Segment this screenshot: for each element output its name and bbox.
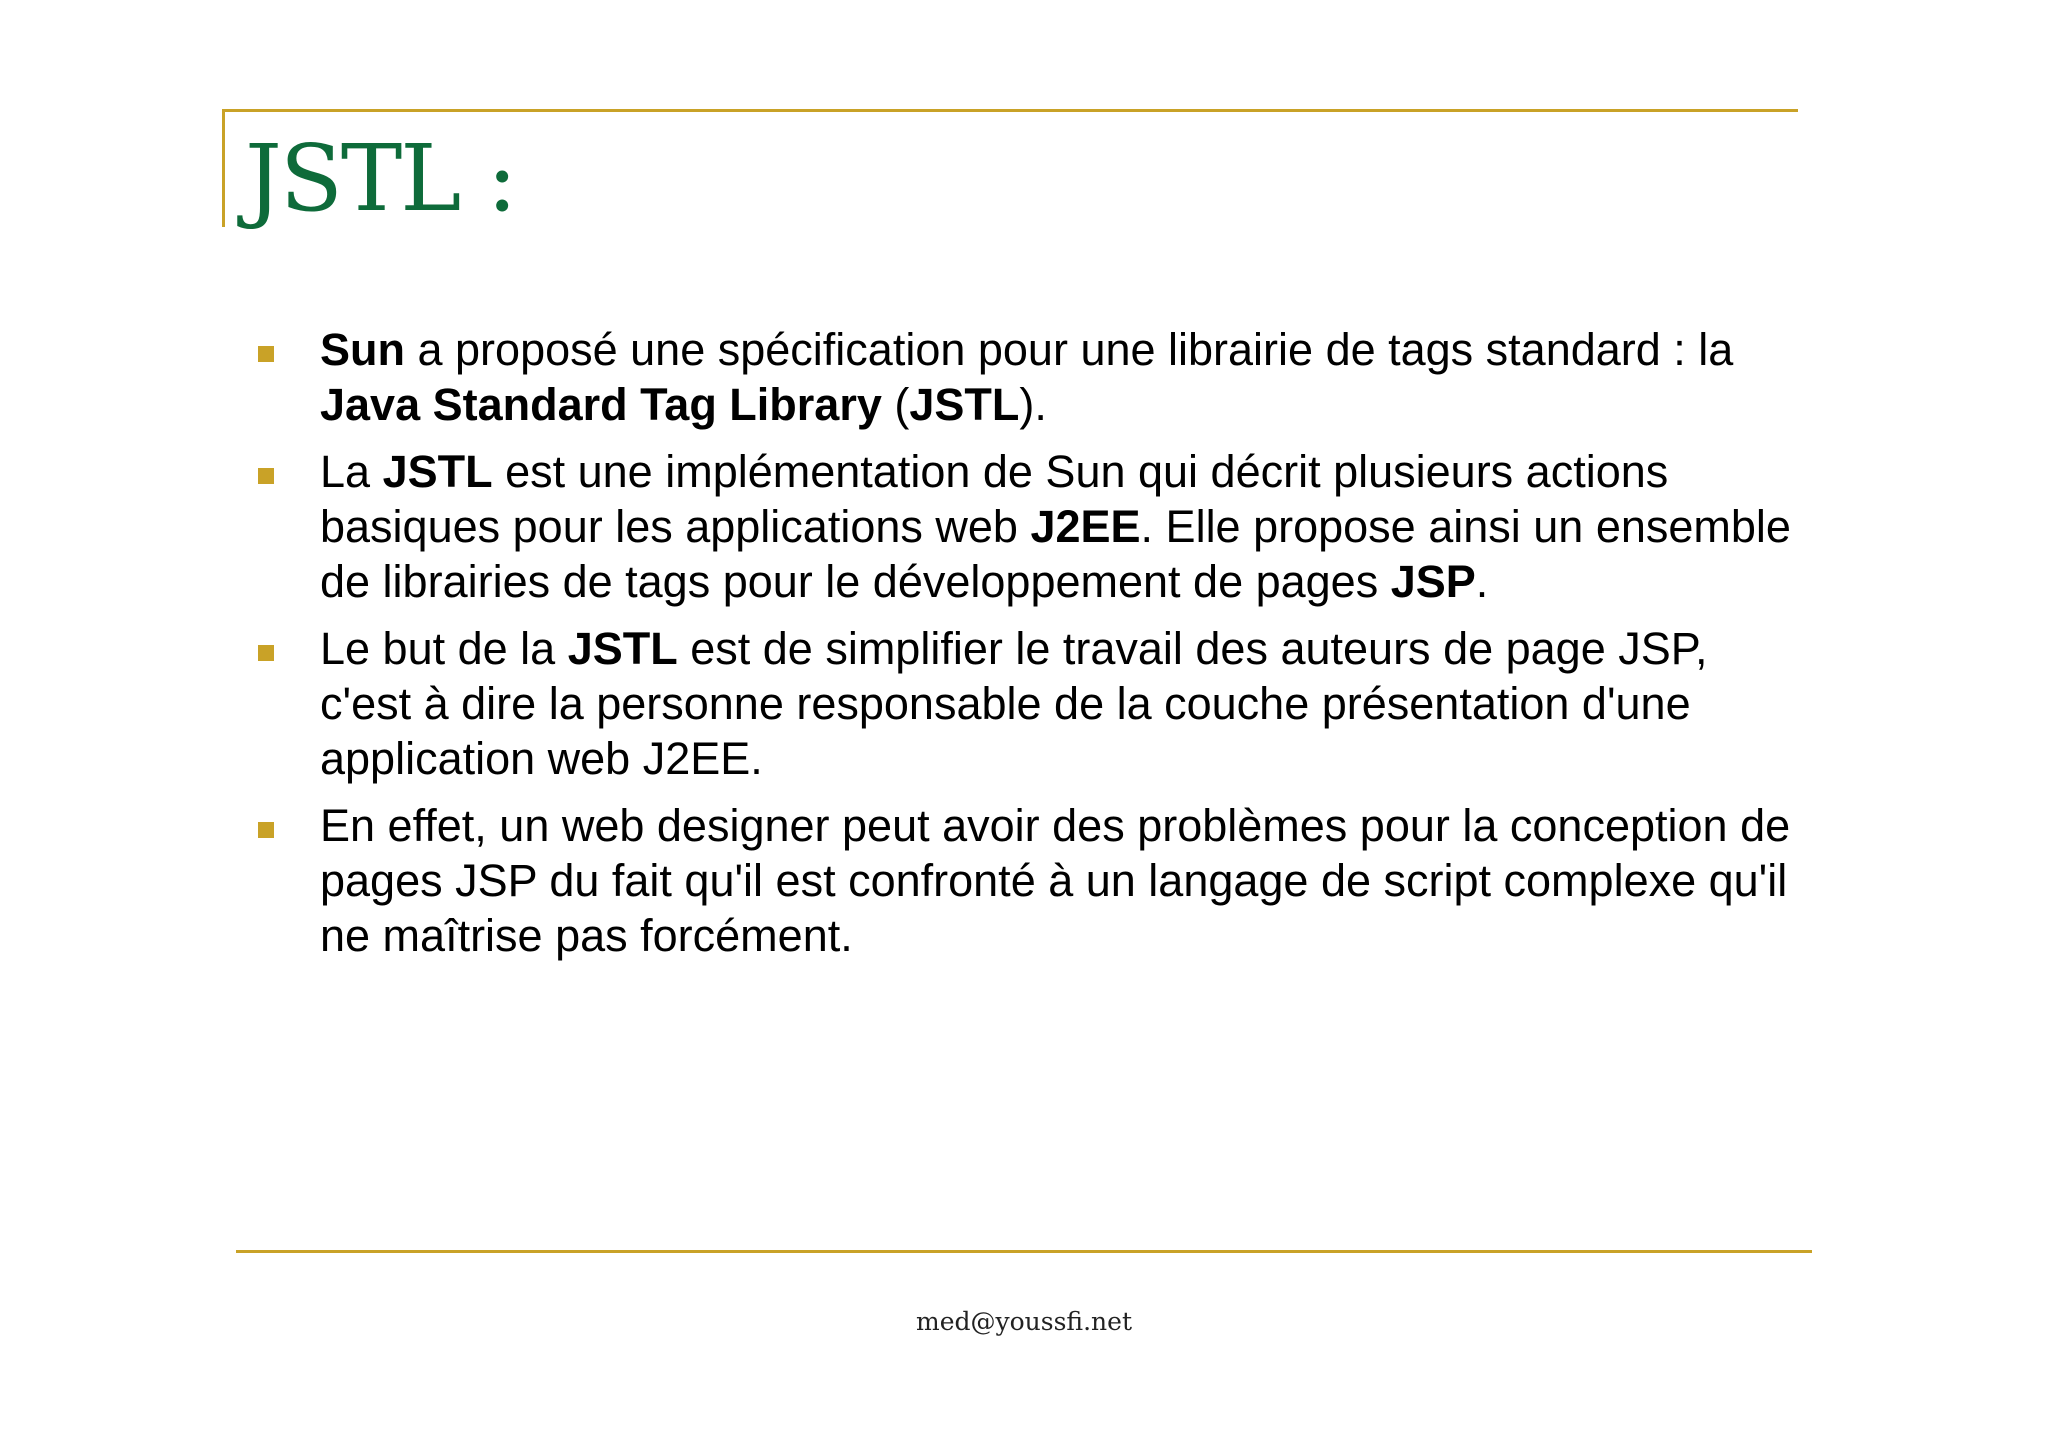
bullet-text (320, 800, 1790, 961)
text-run: En effet, un web designer peut avoir des problèmes pour la conception de pages JSP du fait qu'il est confronté à un langage de script complexe qu'il ne maîtrise pas forcément. (320, 800, 1791, 961)
footer-email: med@youssfi.net (915, 1307, 1132, 1336)
text-run: Le but de la (320, 623, 568, 674)
bold-run: J2EE (1030, 501, 1141, 552)
text-run: est une implémentation de Sun qui décrit plusieurs actions basiques pour les applications web (320, 446, 1669, 552)
bullet-text (320, 324, 1733, 430)
top-accent-rule (222, 109, 1798, 112)
text-run: . (1475, 556, 1489, 607)
left-accent-rule (222, 109, 225, 227)
square-bullet-icon (258, 346, 274, 362)
bullet-item (258, 621, 1798, 786)
text-run: . Elle propose ainsi un ensemble de librairies de tags pour le développement de pages (320, 501, 1791, 607)
slide-title: JSTL : (245, 125, 516, 232)
text-run: ( (881, 379, 910, 430)
bullet-item (258, 798, 1798, 963)
bold-run: JSTL (567, 623, 678, 674)
text-run: ). (1019, 379, 1047, 430)
bullet-text (320, 623, 1707, 784)
bullet-item (258, 444, 1798, 609)
bullet-item (258, 322, 1798, 432)
square-bullet-icon (258, 822, 274, 838)
bold-run: JSP (1390, 556, 1476, 607)
text-run: est de simplifier le travail des auteurs de page JSP, c'est à dire la personne responsable de la couche présentation d'une application web J2EE. (320, 623, 1708, 784)
bold-run: JSTL (382, 446, 493, 497)
square-bullet-icon (258, 645, 274, 661)
bottom-accent-rule (236, 1250, 1812, 1253)
bullet-text (320, 446, 1791, 607)
bold-run: Java Standard Tag Library (320, 379, 882, 430)
square-bullet-icon (258, 468, 274, 484)
text-run: La (320, 446, 383, 497)
bold-run: Sun (320, 324, 405, 375)
bullet-list (258, 322, 1798, 975)
text-run: a proposé une spécification pour une librairie de tags standard : la (405, 324, 1734, 375)
bold-run: JSTL (909, 379, 1020, 430)
